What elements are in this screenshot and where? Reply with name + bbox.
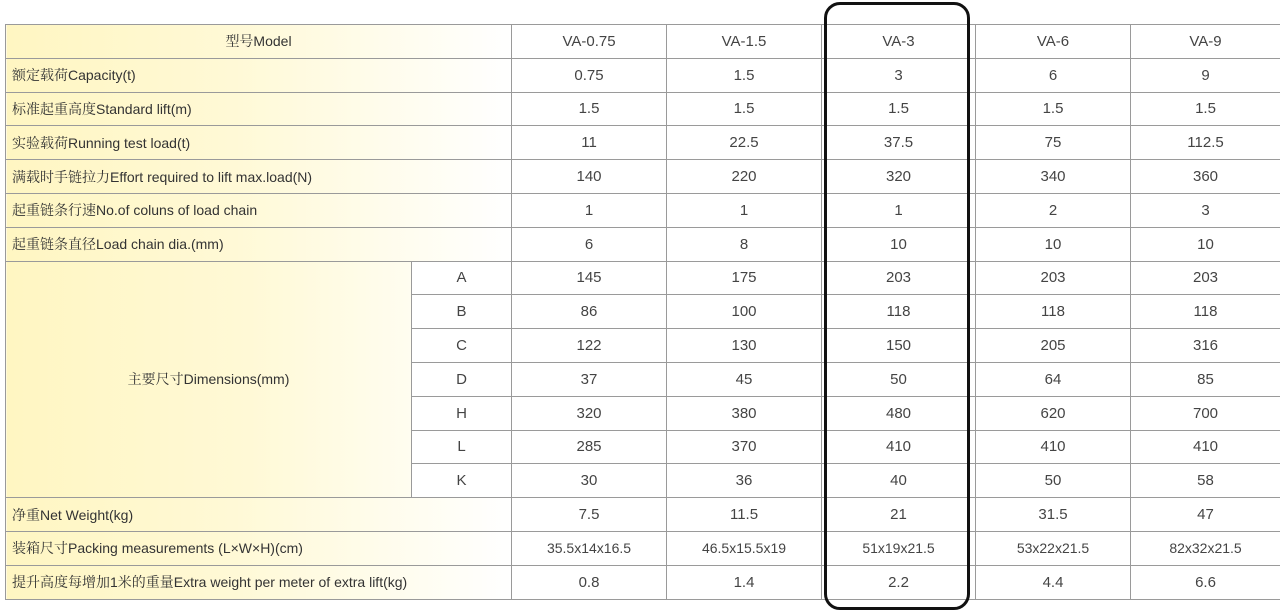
value-cell: 0.8: [512, 565, 667, 599]
spec-row-label: 提升高度每增加1米的重量Extra weight per meter of extra lift(kg): [6, 565, 512, 599]
value-cell: 3: [822, 58, 976, 92]
spec-row: [6, 126, 1280, 160]
value-cell: 1.5: [822, 92, 976, 126]
value-cell: 35.5x14x16.5: [512, 531, 667, 565]
value-cell: 1.4: [667, 565, 822, 599]
spec-row-label: 满载时手链拉力Effort required to lift max.load(N): [6, 160, 512, 194]
value-cell: 1: [822, 193, 976, 227]
value-cell: VA-0.75: [512, 25, 667, 59]
spec-row: [6, 565, 1280, 599]
value-cell: 1.5: [976, 92, 1131, 126]
spec-table: [5, 24, 1280, 600]
value-cell: 1: [512, 193, 667, 227]
value-cell: 380: [667, 396, 822, 430]
value-cell: 6: [512, 227, 667, 261]
value-cell: 53x22x21.5: [976, 531, 1131, 565]
value-cell: VA-3: [822, 25, 976, 59]
value-cell: 50: [822, 362, 976, 396]
value-cell: 203: [976, 261, 1131, 295]
value-cell: 75: [976, 126, 1131, 160]
value-cell: 370: [667, 430, 822, 464]
dimension-key: H: [412, 396, 512, 430]
value-cell: 145: [512, 261, 667, 295]
value-cell: 2.2: [822, 565, 976, 599]
value-cell: 118: [822, 295, 976, 329]
value-cell: 1.5: [512, 92, 667, 126]
value-cell: 9: [1131, 58, 1280, 92]
value-cell: 6.6: [1131, 565, 1280, 599]
value-cell: 100: [667, 295, 822, 329]
value-cell: 4.4: [976, 565, 1131, 599]
dimension-key: D: [412, 362, 512, 396]
value-cell: 220: [667, 160, 822, 194]
value-cell: 37.5: [822, 126, 976, 160]
value-cell: 118: [976, 295, 1131, 329]
value-cell: 40: [822, 464, 976, 498]
spec-row: [6, 531, 1280, 565]
spec-row: [6, 498, 1280, 532]
value-cell: 175: [667, 261, 822, 295]
value-cell: 45: [667, 362, 822, 396]
spec-row-label: 净重Net Weight(kg): [6, 498, 512, 532]
spec-row: [6, 92, 1280, 126]
value-cell: 47: [1131, 498, 1280, 532]
spec-row: [6, 58, 1280, 92]
dimension-key: K: [412, 464, 512, 498]
value-cell: 205: [976, 329, 1131, 363]
value-cell: 10: [1131, 227, 1280, 261]
dimension-row: [6, 261, 1280, 295]
value-cell: 316: [1131, 329, 1280, 363]
value-cell: 64: [976, 362, 1131, 396]
value-cell: 150: [822, 329, 976, 363]
value-cell: 1.5: [1131, 92, 1280, 126]
value-cell: 85: [1131, 362, 1280, 396]
value-cell: 30: [512, 464, 667, 498]
dimension-key: C: [412, 329, 512, 363]
value-cell: VA-9: [1131, 25, 1280, 59]
value-cell: 3: [1131, 193, 1280, 227]
value-cell: 58: [1131, 464, 1280, 498]
value-cell: 31.5: [976, 498, 1131, 532]
value-cell: 203: [822, 261, 976, 295]
value-cell: 22.5: [667, 126, 822, 160]
value-cell: 21: [822, 498, 976, 532]
header-row: [6, 25, 1280, 59]
value-cell: 360: [1131, 160, 1280, 194]
value-cell: 7.5: [512, 498, 667, 532]
value-cell: 410: [1131, 430, 1280, 464]
value-cell: 51x19x21.5: [822, 531, 976, 565]
value-cell: 2: [976, 193, 1131, 227]
value-cell: 140: [512, 160, 667, 194]
value-cell: 340: [976, 160, 1131, 194]
spec-row: [6, 193, 1280, 227]
value-cell: 480: [822, 396, 976, 430]
value-cell: 36: [667, 464, 822, 498]
value-cell: 37: [512, 362, 667, 396]
spec-row-label: 额定载荷Capacity(t): [6, 58, 512, 92]
model-header-label: 型号Model: [6, 25, 512, 59]
value-cell: 1: [667, 193, 822, 227]
spec-row: [6, 160, 1280, 194]
value-cell: 620: [976, 396, 1131, 430]
value-cell: 11.5: [667, 498, 822, 532]
value-cell: 0.75: [512, 58, 667, 92]
spec-row-label: 装箱尺寸Packing measurements (L×W×H)(cm): [6, 531, 512, 565]
dimension-key: L: [412, 430, 512, 464]
value-cell: 10: [822, 227, 976, 261]
value-cell: 700: [1131, 396, 1280, 430]
value-cell: 1.5: [667, 58, 822, 92]
value-cell: 320: [512, 396, 667, 430]
value-cell: 46.5x15.5x19: [667, 531, 822, 565]
spec-row-label: 起重链条行速No.of coluns of load chain: [6, 193, 512, 227]
value-cell: 118: [1131, 295, 1280, 329]
value-cell: 86: [512, 295, 667, 329]
dimensions-label: 主要尺寸Dimensions(mm): [6, 261, 412, 498]
spec-row: [6, 227, 1280, 261]
dimension-key: B: [412, 295, 512, 329]
spec-row-label: 标准起重高度Standard lift(m): [6, 92, 512, 126]
value-cell: 8: [667, 227, 822, 261]
value-cell: 122: [512, 329, 667, 363]
value-cell: 112.5: [1131, 126, 1280, 160]
value-cell: 11: [512, 126, 667, 160]
value-cell: 130: [667, 329, 822, 363]
value-cell: 50: [976, 464, 1131, 498]
value-cell: 82x32x21.5: [1131, 531, 1280, 565]
dimension-key: A: [412, 261, 512, 295]
value-cell: VA-6: [976, 25, 1131, 59]
value-cell: 410: [822, 430, 976, 464]
value-cell: 1.5: [667, 92, 822, 126]
value-cell: 203: [1131, 261, 1280, 295]
value-cell: 285: [512, 430, 667, 464]
value-cell: 6: [976, 58, 1131, 92]
value-cell: 10: [976, 227, 1131, 261]
spec-row-label: 起重链条直径Load chain dia.(mm): [6, 227, 512, 261]
spec-row-label: 实验载荷Running test load(t): [6, 126, 512, 160]
value-cell: VA-1.5: [667, 25, 822, 59]
value-cell: 320: [822, 160, 976, 194]
value-cell: 410: [976, 430, 1131, 464]
